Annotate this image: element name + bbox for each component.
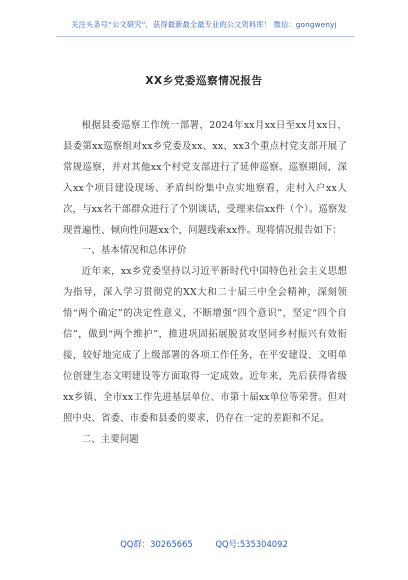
- qq-group-text: QQ群：30265665: [120, 539, 193, 549]
- section-heading-2: 二、主要问题: [81, 433, 139, 445]
- section-heading-1: 一、基本情况和总体评价: [81, 245, 187, 257]
- document-title: XX乡党委巡察情况报告: [145, 75, 263, 87]
- paragraph-intro: 根据县委巡察工作统一部署，2024年xx月xx日至xx月xx日，县委第xx巡察组对xx乡党委及xx、xx、xx3个重点村党支部开展了常规巡察，并对其他xx个村党支部进行了延伸巡察。巡察期间，深入xx个项目建设现场、矛盾纠纷集中点实地察看，走村入户xx人次，与xx名干部群众进行了个别谈话，受理来信xx件（个）。巡察发现普遍性、倾向性问题xx个，问题线索xx件。现将情况报告如下：: [63, 120, 347, 236]
- header-banner: 关注头条号“公文研究”，获得最新最全最专业的公文资料库！ 微信：gongwenyj: [71, 20, 337, 29]
- paragraph-overview: 近年来，xx乡党委坚持以习近平新时代中国特色社会主义思想为指导，深入学习贯彻党的XX大和二十届三中全会精神，深刻领悟“两个确定”的决定性意义，不断增强“四个意识”，坚定“四个自信”，做到“两个维护”，推进巩固拓展脱贫攻坚同乡村振兴有效衔接，较好地完成了上级部署的各项工作任务，在平安建设、文明单位创建生态文明建设等方面取得一定成效。近年来，先后获得省级xx乡镇、全市xx工作先进基层单位、市第十届xx单位等荣誉。但对照中央、省委、市委和县委的要求，仍存在一定的差距和不足。: [63, 266, 347, 424]
- footer-contact: [0, 538, 408, 550]
- qq-number-text: QQ号:535304092: [215, 539, 288, 549]
- header-divider: [56, 36, 354, 37]
- document-body: [63, 116, 347, 451]
